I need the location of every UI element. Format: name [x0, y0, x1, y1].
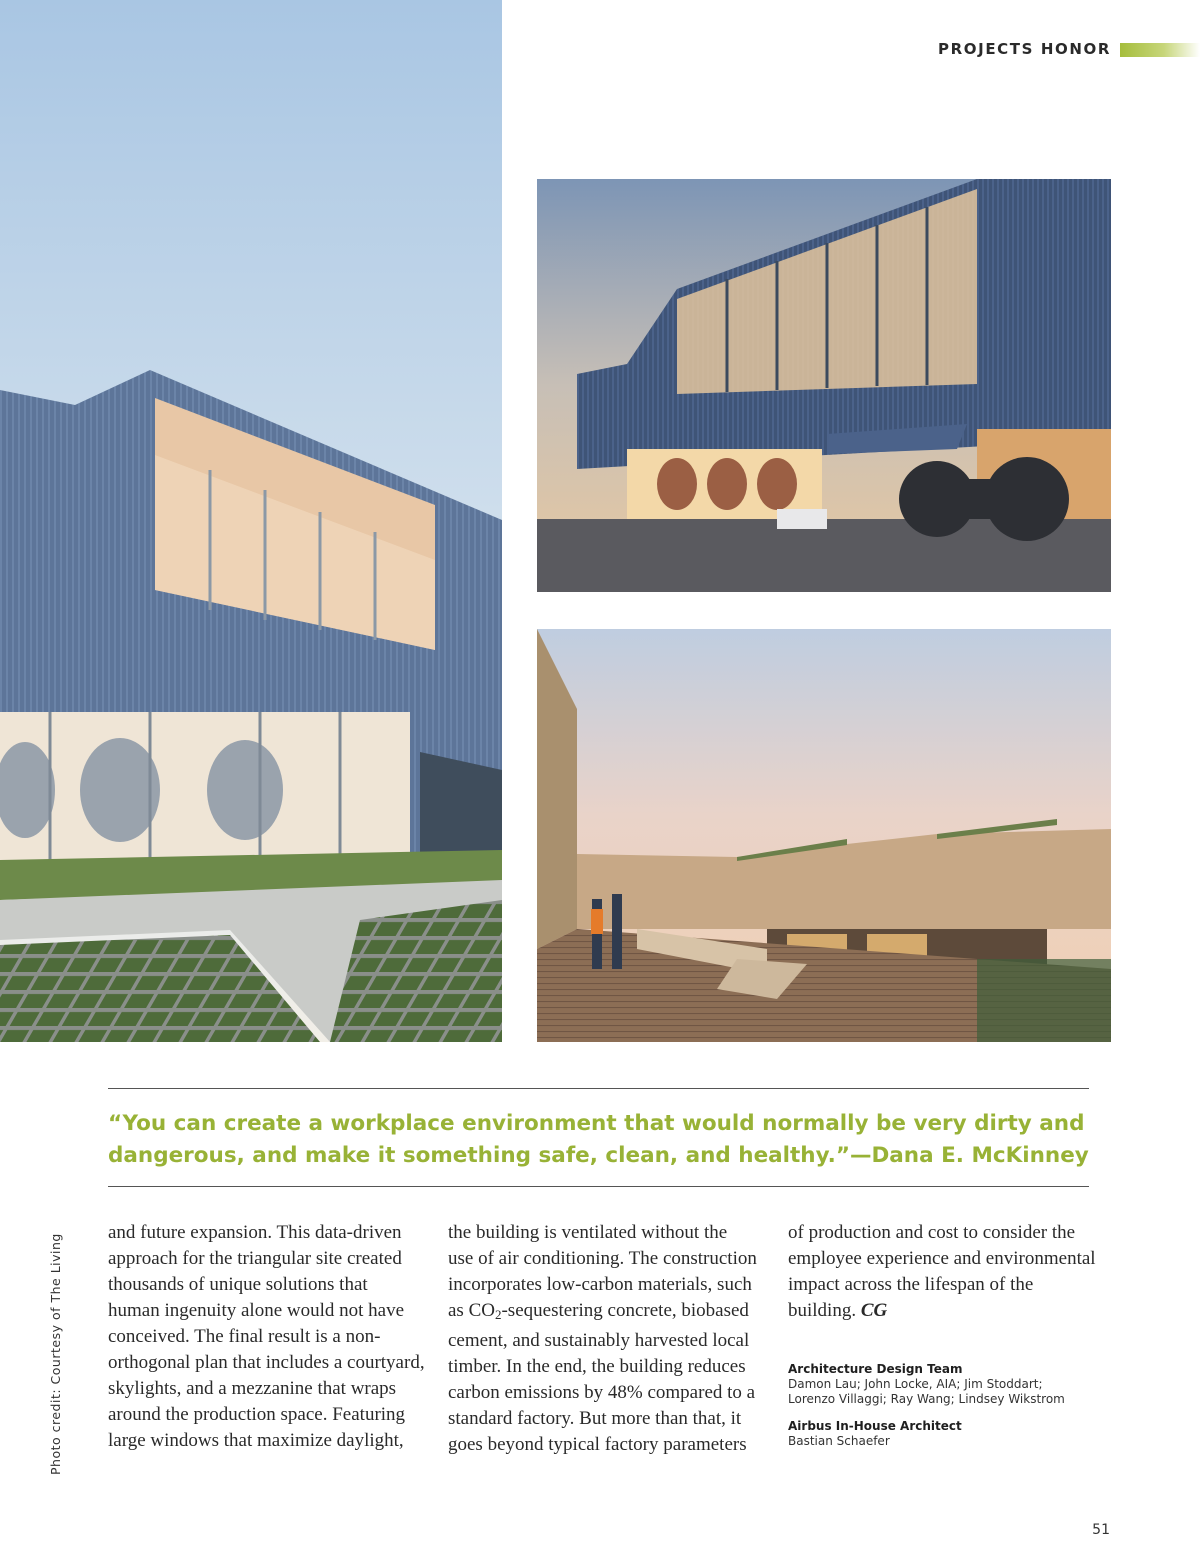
- top-rule: [108, 1088, 1089, 1089]
- co2-subscript: 2: [494, 1307, 502, 1322]
- body-line: around the production space. Featuring: [108, 1404, 406, 1425]
- photo-icon: [537, 179, 1111, 592]
- body-line: incorporates low-carbon materials, such: [448, 1274, 752, 1295]
- rooftop-terrace-photo: [537, 629, 1111, 1042]
- body-line: orthogonal plan that includes a courtyard,: [108, 1352, 425, 1373]
- body-column-2: [448, 1220, 770, 1458]
- body-line: approach for the triangular site created: [108, 1248, 402, 1269]
- bottom-rule: [108, 1186, 1089, 1187]
- page-number: 51: [1092, 1522, 1110, 1538]
- photo-credit: Photo credit: Courtesy of The Living: [48, 1233, 63, 1475]
- header-accent-bar: [1120, 43, 1200, 57]
- body-line: timber. In the end, the building reduces: [448, 1356, 746, 1377]
- design-team-heading: Architecture Design Team: [788, 1362, 963, 1376]
- body-line: conceived. The final result is a non-: [108, 1326, 381, 1347]
- body-line: cement, and sustainably harvested local: [448, 1330, 750, 1351]
- photo-icon: [537, 629, 1111, 1042]
- co2-suffix: -sequestering concrete, biobased: [501, 1300, 749, 1321]
- body-line: human ingenuity alone would not have: [108, 1300, 405, 1321]
- design-team-names: [788, 1377, 1065, 1407]
- signoff: CG: [860, 1300, 888, 1321]
- photo-icon: [0, 0, 502, 1042]
- body-line: skylights, and a mezzanine that wraps: [108, 1378, 397, 1399]
- body-line: employee experience and environmental: [788, 1248, 1096, 1269]
- section-label: PROJECTS HONOR: [938, 40, 1111, 58]
- body-line: large windows that maximize daylight,: [108, 1430, 404, 1451]
- body-line: [448, 1298, 770, 1328]
- body-line: and future expansion. This data-driven: [108, 1222, 402, 1243]
- body-line: impact across the lifespan of the: [788, 1274, 1034, 1295]
- design-team-line: Damon Lau; John Locke, AIA; Jim Stoddart;: [788, 1377, 1043, 1391]
- factory-exterior-photo: [0, 0, 502, 1042]
- body-line: [788, 1298, 1100, 1324]
- design-team-line: Lorenzo Villaggi; Ray Wang; Lindsey Wikstrom: [788, 1392, 1065, 1406]
- body-line: of production and cost to consider the: [788, 1222, 1076, 1243]
- pull-quote: “You can create a workplace environment that would normally be very dirty and dangerous, and make it something safe, clean, and healthy.”—Dana E. McKinney: [108, 1111, 1089, 1168]
- body-column-1: [108, 1220, 433, 1454]
- body-column-3: [788, 1220, 1100, 1324]
- inhouse-architect-name: Bastian Schaefer: [788, 1434, 890, 1448]
- body-line: carbon emissions by 48% compared to a: [448, 1382, 756, 1403]
- engine-hangar-photo: [537, 179, 1111, 592]
- body-line: standard factory. But more than that, it: [448, 1408, 742, 1429]
- body-line: the building is ventilated without the: [448, 1222, 728, 1243]
- final-text: building.: [788, 1300, 857, 1321]
- body-line: thousands of unique solutions that: [108, 1274, 368, 1295]
- inhouse-architect-heading: Airbus In-House Architect: [788, 1419, 962, 1433]
- body-line: goes beyond typical factory parameters: [448, 1434, 747, 1455]
- co2-prefix: as CO: [448, 1300, 495, 1321]
- body-line: use of air conditioning. The construction: [448, 1248, 757, 1269]
